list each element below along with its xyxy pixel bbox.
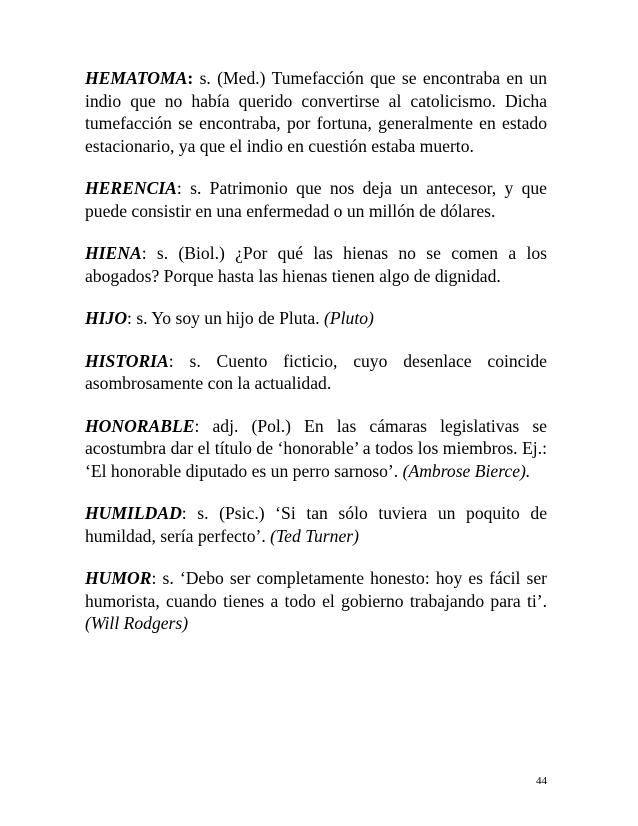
entry-attribution: (Ambrose Bierce). [402, 460, 531, 481]
entry-attribution: (Will Rodgers) [85, 613, 189, 633]
entry-separator: : [151, 568, 157, 588]
entry-definition: s. Patrimonio que nos deja un antecesor, y que puede consistir en una enfermedad o un millón de dólares. [85, 178, 547, 221]
entry-term: HIENA [85, 243, 142, 263]
entry-honorable [85, 415, 547, 483]
entry-separator: : [181, 503, 187, 523]
page-number: 44 [536, 775, 547, 787]
entry-definition: s. (Med.) Tumefacción que se encontraba en un indio que no había querido convertirse al catolicismo. Dicha tumefacción se encontraba, por fortuna, generalmente en estado estacionario, ya que el indio en cuestión estaba muerto. [85, 68, 547, 156]
entry-herencia [85, 177, 547, 222]
entry-attribution: (Ted Turner) [270, 525, 359, 546]
entry-separator: : [176, 178, 182, 198]
entry-historia [85, 350, 547, 395]
entry-hijo [85, 307, 547, 330]
entry-hiena [85, 242, 547, 287]
entry-separator: : [127, 308, 132, 328]
entry-definition: adj. (Pol.) En las cámaras legislativas se acostumbra dar el título de ‘honorable’ a todos los miembros. Ej.: ‘El honorable diputado es un perro sarnoso’. [85, 415, 547, 481]
entry-term: HERENCIA [85, 178, 177, 198]
entry-definition: s. ‘Debo ser completamente honesto: hoy es fácil ser humorista, cuando tienes a todo el gobierno trabajando para ti’. [85, 568, 547, 611]
entry-separator: : [141, 243, 147, 263]
entry-definition: s. (Biol.) ¿Por qué las hienas no se comen a los abogados? Porque hasta las hienas tienen algo de dignidad. [85, 243, 547, 286]
entry-separator: : [194, 415, 200, 436]
entry-definition: s. Cuento ficticio, cuyo desenlace coincide asombrosamente con la actualidad. [85, 350, 547, 393]
entry-humor [85, 567, 547, 635]
dictionary-entries [85, 67, 547, 655]
entry-term: HUMOR [85, 568, 152, 588]
entry-definition: s. Yo soy un hijo de Pluta. [131, 308, 325, 328]
entry-term: HONORABLE [85, 415, 195, 436]
entry-term: HISTORIA [85, 350, 169, 371]
entry-term: HIJO [85, 308, 128, 328]
entry-term: HEMATOMA [85, 68, 188, 88]
entry-humildad [85, 502, 547, 547]
entry-hematoma [85, 67, 547, 157]
entry-separator: : [168, 350, 174, 371]
entry-definition: s. (Psic.) ‘Si tan sólo tuviera un poquito de humildad, sería perfecto’. [85, 503, 547, 546]
entry-separator: : [187, 68, 194, 88]
entry-attribution: (Pluto) [324, 308, 374, 328]
entry-term: HUMILDAD [85, 503, 182, 523]
